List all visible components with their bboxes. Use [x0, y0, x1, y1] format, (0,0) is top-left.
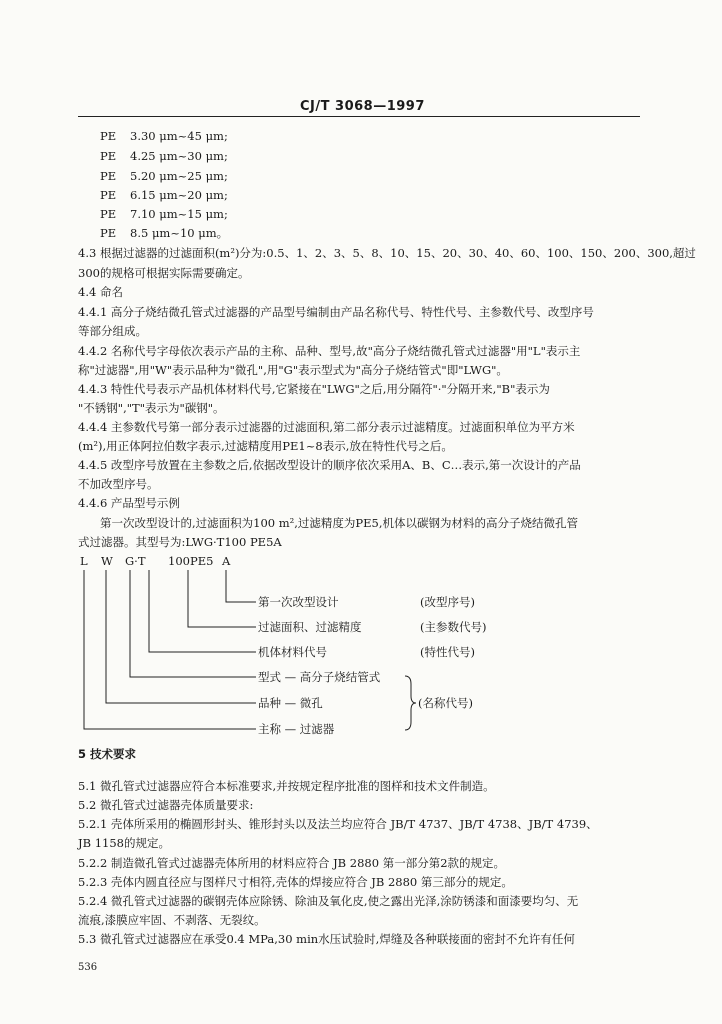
- page-number: 536: [78, 962, 98, 973]
- diagram-code-param: 100PE5: [168, 554, 214, 568]
- diagram-label-material: 机体材料代号: [258, 645, 327, 659]
- clause-5-2-3: 5.2.3 壳体内圆直径应与图样尺寸相符,壳体的焊接应符合 JB 2880 第三部分的规定。: [78, 875, 513, 889]
- clause-4-4-1-line2: 等部分组成。: [78, 324, 147, 338]
- clause-4-4-3-line1: 4.4.3 特性代号表示产品机体材料代号,它紧接在"LWG"之后,用分隔符"·"分隔开来,"B"表示为: [78, 382, 550, 396]
- diagram-label-type: 型式 — 高分子烧结管式: [258, 670, 381, 684]
- clause-4-4-6-line1: 第一次改型设计的,过滤面积为100 m²,过滤精度为PE5,机体以碳钢为材料的高分子烧结微孔管: [100, 516, 579, 530]
- clause-5-2-2: 5.2.2 制造微孔管式过滤器壳体所用的材料应符合 JB 2880 第一部分第2款的规定。: [78, 856, 506, 870]
- clause-5-1: 5.1 微孔管式过滤器应符合本标准要求,并按规定程序批准的图样和技术文件制造。: [78, 779, 495, 793]
- clause-4-4-title: 4.4 命名: [78, 285, 123, 299]
- clause-4-4-2-line1: 4.4.2 名称代号字母依次表示产品的主称、品种、型号,故"高分子烧结微孔管式过滤器"用"L"表示主: [78, 344, 581, 358]
- pe-item: PE 7.10 μm~15 μm;: [100, 207, 228, 221]
- clause-4-4-5-line1: 4.4.5 改型序号放置在主参数之后,依据改型设计的顺序依次采用A、B、C…表示,第一次设计的产品: [78, 458, 581, 472]
- clause-4-4-3-line2: "不锈钢","T"表示为"碳钢"。: [78, 401, 225, 415]
- diagram-code-name: (名称代号): [418, 696, 473, 710]
- clause-4-4-1-line1: 4.4.1 高分子烧结微孔管式过滤器的产品型号编制由产品名称代号、特性代号、主参数代号、改型序号: [78, 305, 594, 319]
- clause-4-4-4-line2: (m²),用正体阿拉伯数字表示,过滤精度用PE1~8表示,放在特性代号之后。: [78, 439, 453, 453]
- diagram-label-variety: 品种 — 微孔: [258, 696, 323, 710]
- clause-5-2-1-line2: JB 1158的规定。: [78, 836, 170, 850]
- pe-item: PE 5.20 μm~25 μm;: [100, 169, 228, 183]
- pe-item: PE 3.30 μm~45 μm;: [100, 129, 228, 143]
- clause-5-2-4-line1: 5.2.4 微孔管式过滤器的碳钢壳体应除锈、除油及氧化皮,使之露出光泽,涂防锈漆和面漆要均匀、无: [78, 894, 579, 908]
- standard-code-header: CJ/T 3068—1997: [300, 99, 425, 114]
- diagram-code-l: L: [80, 554, 88, 568]
- clause-4-4-6-line2: 式过滤器。其型号为:LWG·T100 PE5A: [78, 535, 282, 549]
- pe-item: PE 6.15 μm~20 μm;: [100, 188, 228, 202]
- clause-4-3-line1: 4.3 根据过滤器的过滤面积(m²)分为:0.5、1、2、3、5、8、10、15、20、30、40、60、100、150、200、300,超过: [78, 246, 696, 260]
- clause-5-2: 5.2 微孔管式过滤器壳体质量要求:: [78, 798, 254, 812]
- diagram-label-main-name: 主称 — 过滤器: [258, 722, 335, 736]
- clause-5-2-4-line2: 流痕,漆膜应牢固、不剥落、无裂纹。: [78, 913, 266, 927]
- clause-4-3-line2: 300的规格可根据实际需要确定。: [78, 266, 250, 280]
- diagram-label-main-param: 过滤面积、过滤精度: [258, 620, 362, 634]
- diagram-label-revision: 第一次改型设计: [258, 595, 339, 609]
- clause-5-2-1-line1: 5.2.1 壳体所采用的椭圆形封头、锥形封头以及法兰均应符合 JB/T 4737、JB/T 4738、JB/T 4739、: [78, 817, 598, 831]
- diagram-code-main-param: (主参数代号): [420, 620, 487, 634]
- clause-4-4-5-line2: 不加改型序号。: [78, 477, 159, 491]
- pe-item: PE 4.25 μm~30 μm;: [100, 149, 228, 163]
- diagram-code-material: (特性代号): [420, 645, 475, 659]
- section-5-title: 5 技术要求: [78, 747, 137, 761]
- pe-item: PE 8.5 μm~10 μm。: [100, 226, 229, 240]
- diagram-code-w: W: [101, 554, 113, 568]
- diagram-code-gt: G·T: [125, 554, 146, 568]
- clause-5-3-line1: 5.3 微孔管式过滤器应在承受0.4 MPa,30 min水压试验时,焊缝及各种联接面的密封不允许有任何: [78, 932, 575, 946]
- clause-4-4-4-line1: 4.4.4 主参数代号第一部分表示过滤器的过滤面积,第二部分表示过滤精度。过滤面积单位为平方米: [78, 420, 575, 434]
- clause-4-4-6-title: 4.4.6 产品型号示例: [78, 496, 180, 510]
- diagram-code-revision: (改型序号): [420, 595, 475, 609]
- diagram-code-a: A: [222, 554, 231, 568]
- clause-4-4-2-line2: 称"过滤器",用"W"表示品种为"微孔",用"G"表示型式为"高分子烧结管式"即"LWG"。: [78, 363, 508, 377]
